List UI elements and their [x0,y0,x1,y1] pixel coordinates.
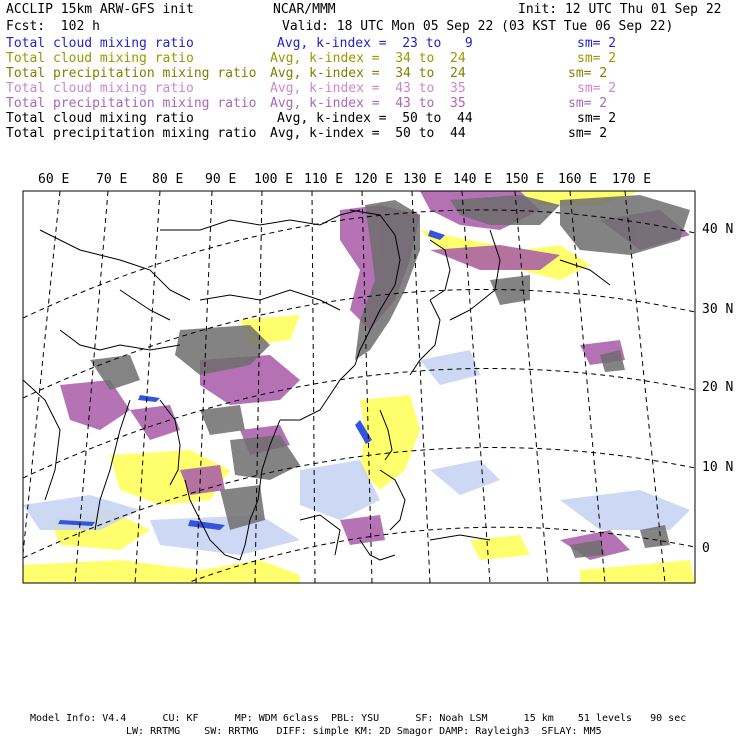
lon-label-140e: 140 E [453,172,493,187]
valid-time: Valid: 18 UTC Mon 05 Sep 22 (03 KST Tue 06 Sep 22) [282,19,674,34]
legend-sm-5: sm= 2 [568,96,608,111]
lat-label-20n: 20 N [702,380,734,395]
forecast-hour: Fcst: 102 h [6,19,100,34]
legend-sm-2: sm= 2 [577,51,617,66]
lon-label-170e: 170 E [612,172,652,187]
legend-sm-6: sm= 2 [577,111,617,126]
lon-label-160e: 160 E [558,172,598,187]
organization: NCAR/MMM [273,2,336,17]
legend-avg-1: Avg, k-index = 23 to 9 [277,36,473,51]
lon-label-110e: 110 E [304,172,344,187]
lat-label-0: 0 [702,541,710,556]
legend-sm-1: sm= 2 [577,36,617,51]
legend-avg-6: Avg, k-index = 50 to 44 [277,111,473,126]
lat-label-10n: 10 N [702,460,734,475]
lon-label-150e: 150 E [505,172,545,187]
legend-avg-4: Avg, k-index = 43 to 35 [270,81,466,96]
legend-field-4: Total cloud mixing ratio [6,81,194,96]
legend-field-3: Total precipitation mixing ratio [6,66,257,81]
model-info-line-1: Model Info: V4.4 CU: KF MP: WDM 6class PBL: YSU SF: Noah LSM 15 km 51 levels 90 sec [30,713,687,724]
lon-label-100e: 100 E [254,172,294,187]
model-info-line-2: LW: RRTMG SW: RRTMG DIFF: simple KM: 2D Smagor DAMP: Rayleigh3 SFLAY: MM5 [126,726,602,737]
legend-sm-7: sm= 2 [568,126,608,141]
legend-field-7: Total precipitation mixing ratio [6,126,257,141]
lon-label-120e: 120 E [354,172,394,187]
legend-field-6: Total cloud mixing ratio [6,111,194,126]
legend-avg-3: Avg, k-index = 34 to 24 [270,66,466,81]
lon-label-130e: 130 E [403,172,443,187]
legend-field-2: Total cloud mixing ratio [6,51,194,66]
model-title: ACCLIP 15km ARW-GFS init [6,2,194,17]
lon-label-90e: 90 E [205,172,237,187]
lon-label-70e: 70 E [96,172,128,187]
lon-label-60e: 60 E [38,172,70,187]
legend-field-5: Total precipitation mixing ratio [6,96,257,111]
legend-sm-3: sm= 2 [568,66,608,81]
lon-label-80e: 80 E [152,172,184,187]
legend-sm-4: sm= 2 [577,81,617,96]
lat-label-30n: 30 N [702,302,734,317]
lat-label-40n: 40 N [702,222,734,237]
init-time: Init: 12 UTC Thu 01 Sep 22 [518,2,722,17]
legend-avg-5: Avg, k-index = 43 to 35 [270,96,466,111]
legend-field-1: Total cloud mixing ratio [6,36,194,51]
legend-avg-7: Avg, k-index = 50 to 44 [270,126,466,141]
legend-avg-2: Avg, k-index = 34 to 24 [270,51,466,66]
